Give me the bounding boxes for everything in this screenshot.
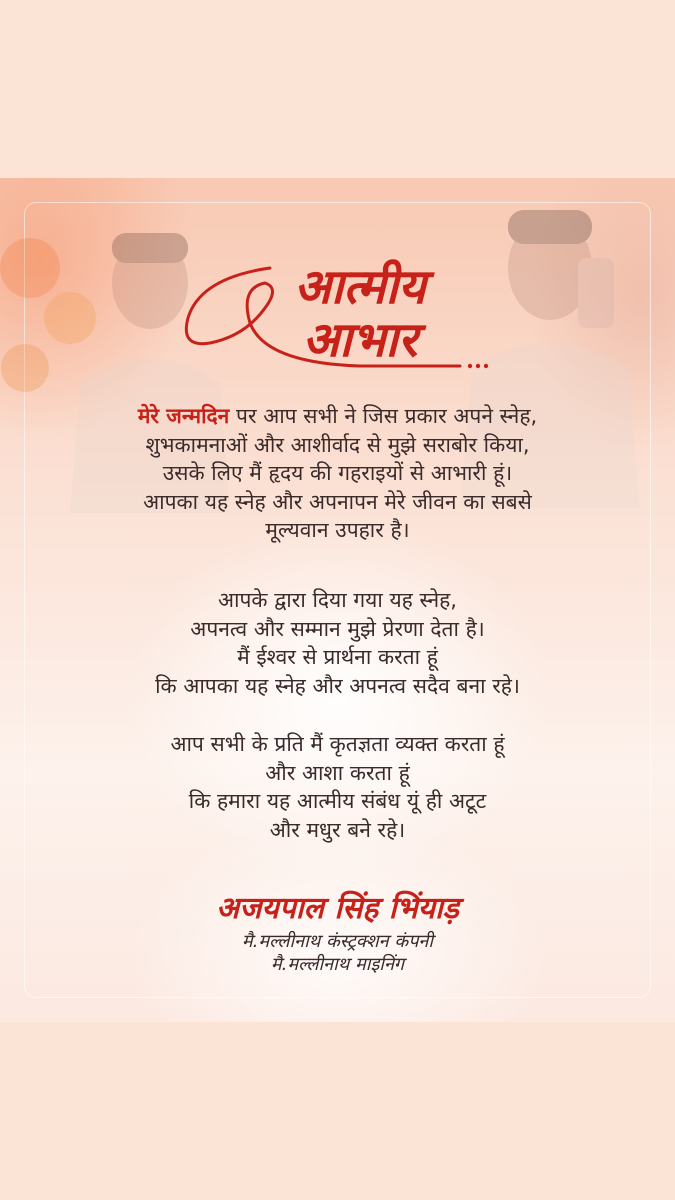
message-line: मैं ईश्वर से प्रार्थना करता हूं	[237, 645, 438, 669]
message-line: आपका यह स्नेह और अपनापन मेरे जीवन का सबसे	[143, 489, 532, 514]
message-line: उसके लिए मैं हृदय की गहराइयों से आभारी हूं।	[162, 461, 513, 485]
background-flower-decoration	[0, 208, 110, 428]
message-highlight: मेरे जन्मदिन	[137, 404, 230, 428]
signature-company-2: मै.मल्लीनाथ माइनिंग	[270, 954, 405, 975]
message-line: शुभकामनाओं और आशीर्वाद से मुझे सराबोर किया,	[145, 432, 530, 457]
message-paragraph-3	[0, 730, 675, 844]
message-line: आपके द्वारा दिया गया यह स्नेह,	[218, 588, 457, 612]
message-line: कि हमारा यह आत्मीय संबंध यूं ही अटूट	[188, 789, 487, 813]
message-paragraph-2	[0, 586, 675, 700]
title-line1: आत्मीय	[294, 259, 426, 315]
signature-company-1: मै.मल्लीनाथ कंस्ट्रक्शन कंपनी	[241, 931, 434, 952]
message-line: कि आपका यह स्नेह और अपनत्व सदैव बना रहे।	[155, 673, 520, 698]
message-line: और मधुर बने रहे।	[269, 817, 406, 842]
message-line: अपनत्व और सम्मान मुझे प्रेरणा देता है।	[190, 616, 485, 641]
message-text: पर आप सभी ने जिस प्रकार अपने स्नेह,	[229, 404, 538, 428]
signature-name: अजयपाल सिंह भिंयाड़	[216, 891, 459, 926]
message-line: और आशा करता हूं	[265, 760, 410, 785]
message-line: मूल्यवान उपहार है।	[265, 518, 410, 542]
message-line	[0, 402, 675, 431]
message-line: आप सभी के प्रति मैं कृतज्ञता व्यक्त करता हूं	[170, 732, 505, 756]
title-line2: आभार	[302, 312, 418, 368]
title-calligraphy	[170, 248, 500, 378]
greeting-card	[0, 178, 675, 1022]
message-paragraph-1	[0, 402, 675, 545]
